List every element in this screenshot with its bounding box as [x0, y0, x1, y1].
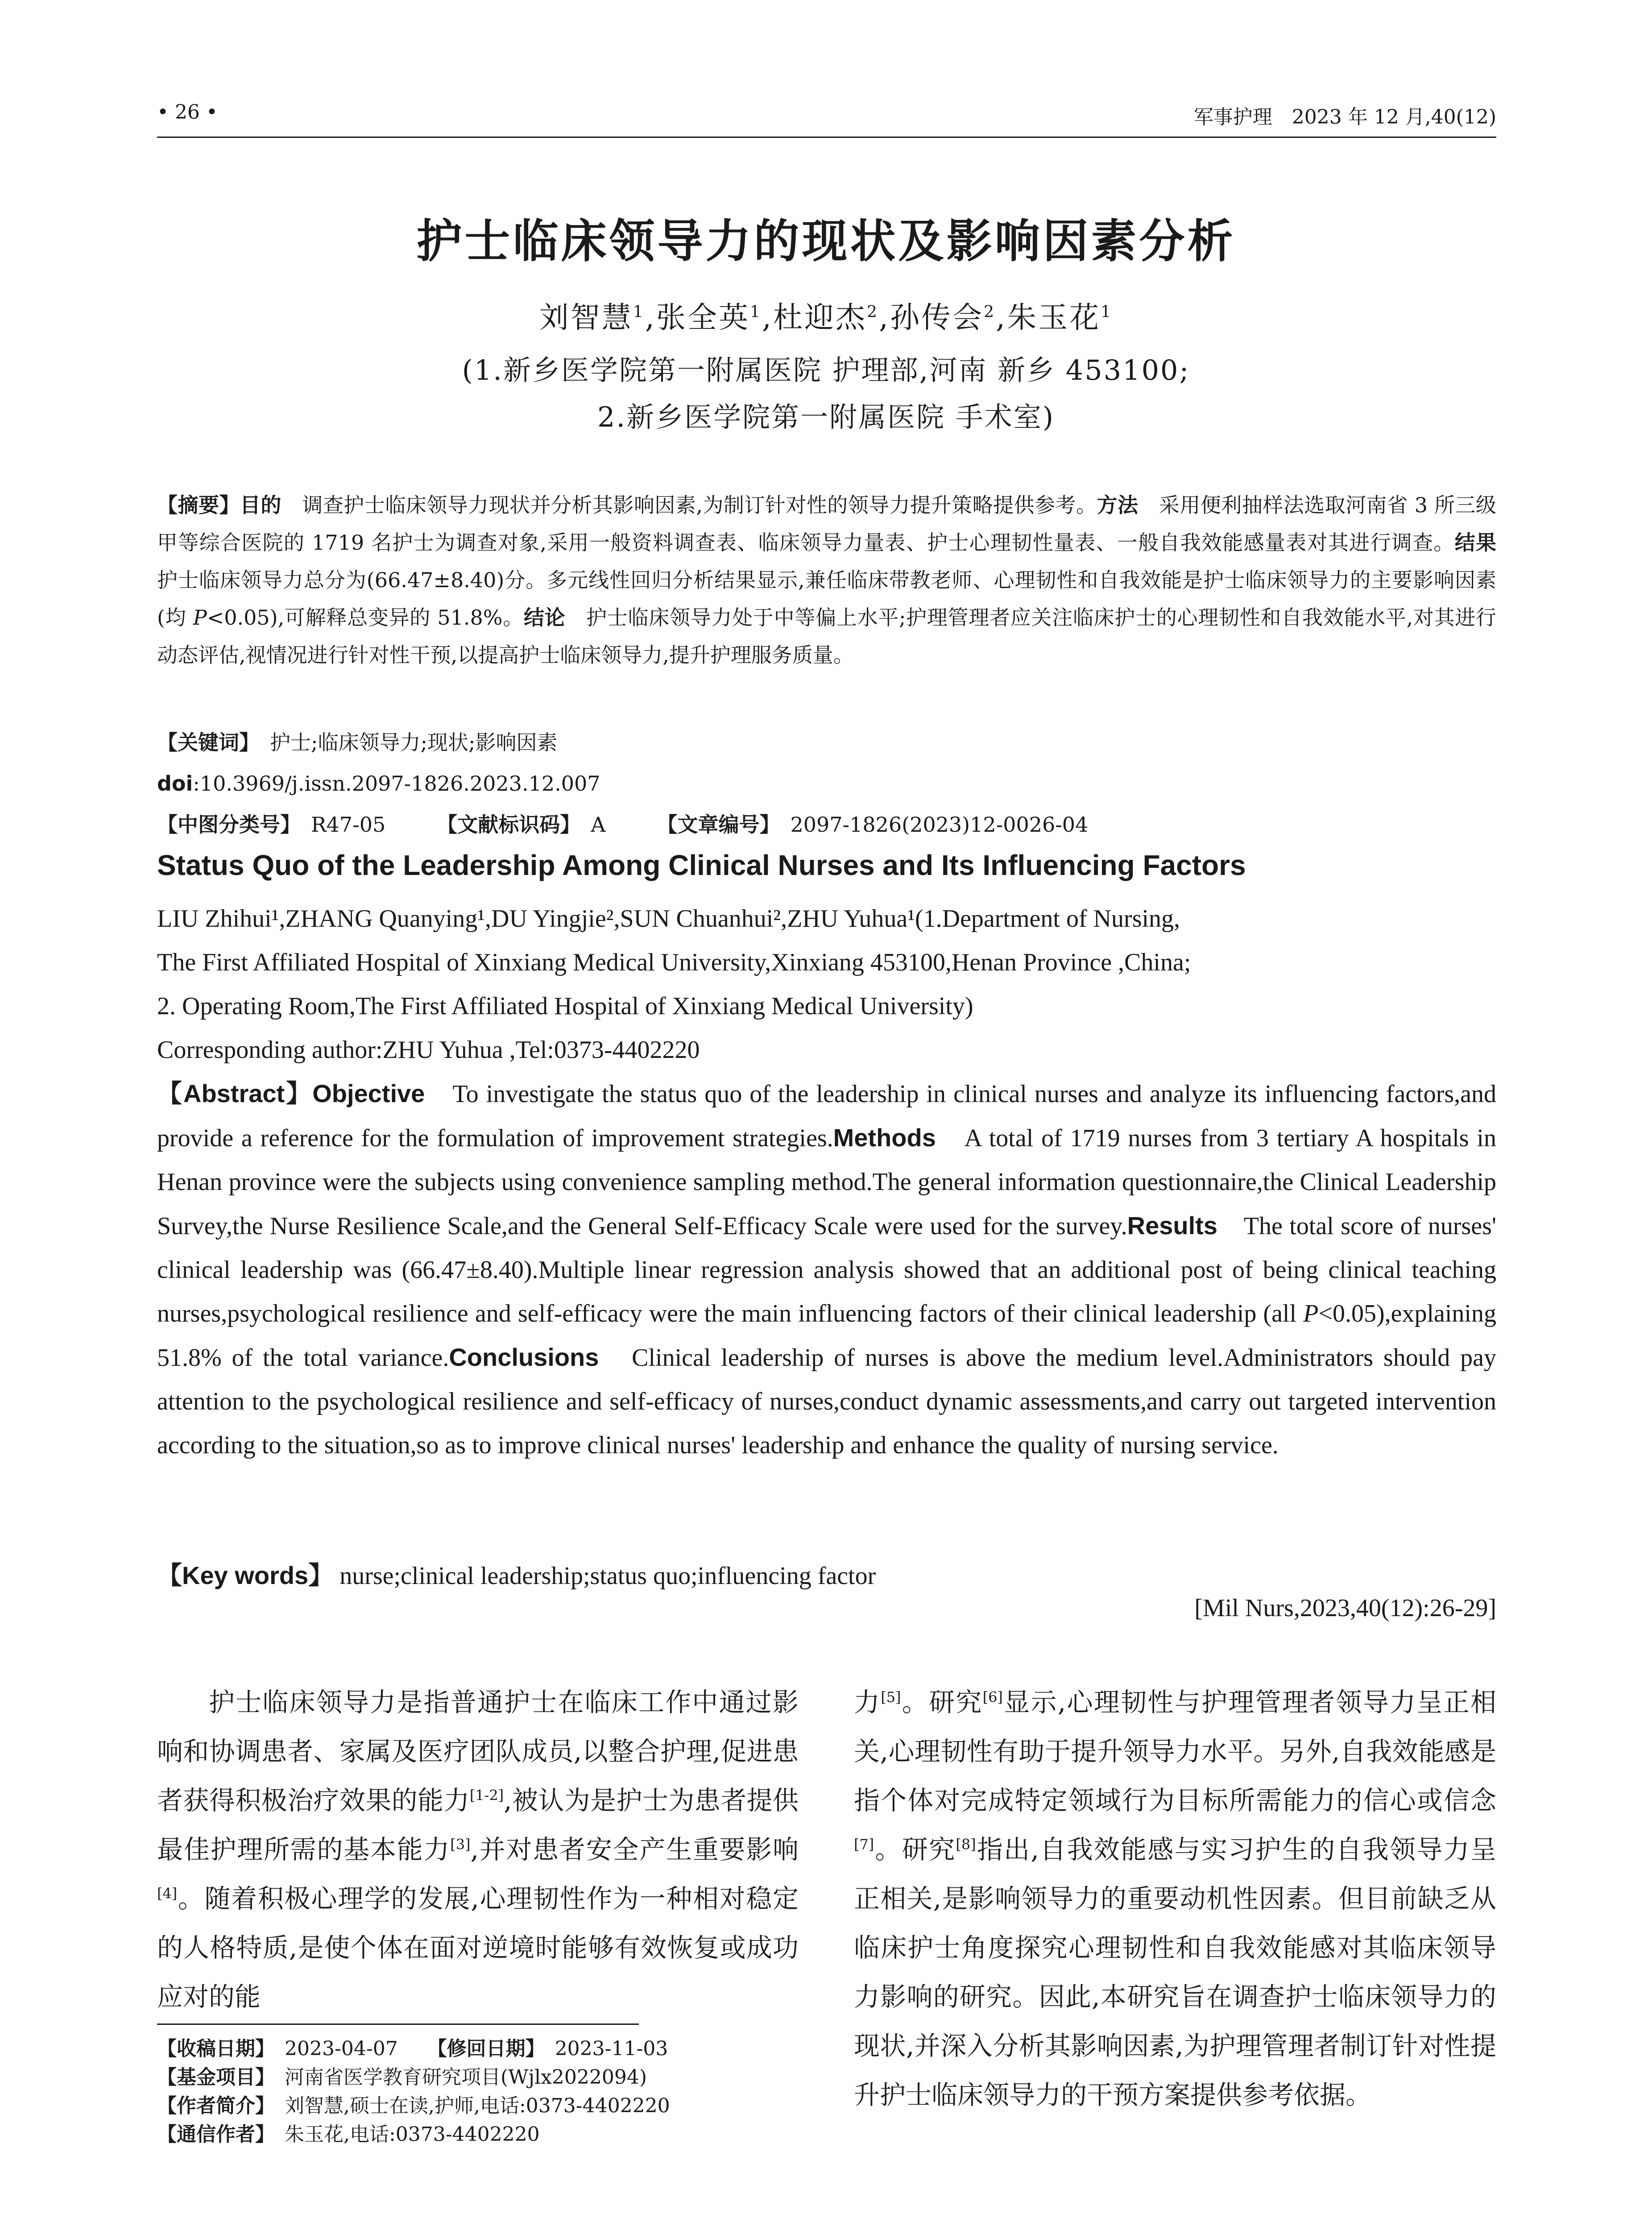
body-text: 。随着积极心理学的发展,心理韧性作为一种相对稳定的人格特质,是使个体在面对逆境时能够有效恢复或成功应对的能	[157, 1883, 799, 2012]
reference-mark: [3]	[450, 1836, 471, 1853]
english-abstract	[157, 1072, 1496, 1467]
author-bio-label: 【作者简介】	[157, 2094, 265, 2117]
journal-header: 军事护理 2023 年 12 月,40(12)	[1193, 106, 1496, 129]
page-number: • 26 •	[157, 101, 218, 124]
classification-line	[157, 807, 1496, 842]
body-column-1	[157, 1678, 799, 2021]
abstract-cn	[157, 486, 1496, 674]
author-affiliation-mark: 2	[984, 302, 996, 321]
affiliation-line-2: 2.新乡医学院第一附属医院 手术室)	[597, 401, 1055, 433]
revised-date: 2023-11-03	[555, 2037, 668, 2060]
author-name: 刘智慧	[539, 300, 633, 335]
methods-en-label: Methods	[833, 1124, 936, 1152]
author-name: 杜迎杰	[773, 300, 867, 335]
doi-line	[157, 766, 1496, 801]
keywords-en-text: nurse;clinical leadership;status quo;influencing factor	[340, 1562, 876, 1590]
reference-mark: [1-2]	[469, 1787, 504, 1804]
author-affiliation-mark: 1	[633, 302, 645, 321]
methods-label: 方法	[1097, 493, 1139, 517]
p-symbol-en: P	[1303, 1300, 1319, 1327]
english-title: Status Quo of the Leadership Among Clinical Nurses and Its Influencing Factors	[157, 849, 1246, 881]
footnotes	[157, 2035, 799, 2149]
footnote-fund	[157, 2063, 799, 2092]
article-number-label: 【文章编号】	[667, 813, 770, 837]
conclusions-en-text: Clinical leadership of nurses is above the medium level.Administrators should pay attention to the psychological resilience and self-efficacy of nurses,conduct dynamic assessments,and carry out targeted intervention according to the situation,so as to improve clinical nurses' leadership and enhance the quality of nursing service.	[157, 1344, 1497, 1459]
body-text: 显示,心理韧性与护理管理者领导力呈正相关,心理韧性有助于提升领导力水平。另外,自我效能感是指个体对完成特定领域行为目标所需能力的信心或信念	[854, 1687, 1496, 1816]
english-keywords	[157, 1554, 1496, 1598]
author-list: 刘智慧$^1$,张全英$^1$,杜迎杰$^2$,孙传会$^2$,朱玉花$^1$	[539, 300, 1113, 335]
body-text: 护士临床领导力是指普通护士在临床工作中通过影响和协调患者、家属及医疗团队成员,以整合护理,促进患者获得积极治疗效果的能力	[157, 1687, 799, 1816]
article-title: 护士临床领导力的现状及影响因素分析	[416, 215, 1236, 268]
body-text: ,被认为是护士为患者提供最佳护理所需的基本能力	[157, 1785, 799, 1865]
author-name: 孙传会	[890, 300, 984, 335]
objective-label: 目的	[240, 493, 282, 517]
p-symbol: P	[193, 605, 207, 630]
reference-mark: [5]	[881, 1688, 901, 1706]
header-rule	[157, 137, 1496, 138]
author-affiliation-mark: 2	[866, 302, 879, 321]
results-text-2: <0.05),可解释总变异的 51.8%。	[207, 605, 524, 630]
keywords-text: 护士;临床领导力;现状;影响因素	[270, 730, 558, 755]
citation: [Mil Nurs,2023,40(12):26-29]	[1194, 1594, 1496, 1622]
reference-mark: [6]	[982, 1688, 1003, 1706]
objective-en-text: To investigate the status quo of the leadership in clinical nurses and analyze its influencing factors,and provide a reference for the formulation of improvement strategies.	[157, 1080, 1497, 1152]
keywords-cn	[157, 725, 1496, 760]
objective-en-label: Objective	[312, 1079, 425, 1107]
fund-label: 【基金项目】	[157, 2066, 265, 2089]
keywords-label: 【关键词】	[157, 730, 249, 755]
results-label: 结果	[1454, 531, 1496, 555]
affiliation-line-1: (1.新乡医学院第一附属医院 护理部,河南 新乡 453100;	[462, 354, 1190, 386]
abstract-en-label: 【Abstract】	[157, 1079, 313, 1107]
footnote-author	[157, 2092, 799, 2120]
doc-code-value: A	[591, 813, 606, 837]
received-date: 2023-04-07	[285, 2037, 398, 2060]
conclusions-en-label: Conclusions	[449, 1343, 599, 1371]
conclusion-label: 结论	[523, 605, 566, 630]
keywords-en-label: 【Key words】	[157, 1561, 334, 1589]
author-affiliation-mark: 1	[749, 302, 762, 321]
reference-mark: [4]	[157, 1885, 178, 1902]
footnote-corresponding	[157, 2120, 799, 2149]
abstract-label: 【摘要】	[157, 493, 240, 517]
body-column-2	[854, 1678, 1496, 2119]
received-label: 【收稿日期】	[157, 2037, 265, 2060]
revised-label: 【修回日期】	[437, 2037, 535, 2060]
results-en-text: The total score of nurses' clinical leadership was (66.47±8.40).Multiple linear regression analysis showed that an additional post of being clinical teaching nurses,psychological resilience and self-efficacy were the main influencing factors of their clinical leadership (all	[157, 1212, 1496, 1327]
english-affiliation-2: The First Affiliated Hospital of Xinxiang Medical University,Xinxiang 453100,Henan Province ,China;	[157, 949, 1191, 976]
article-number-value: 2097-1826(2023)12-0026-04	[790, 813, 1089, 837]
methods-en-text: A total of 1719 nurses from 3 tertiary A hospitals in Henan province were the subjects using convenience sampling method.The general information questionnaire,the Clinical Leadership Survey,the Nurse Resilience Scale,and the General Self-Efficacy Scale were used for the survey.	[157, 1124, 1496, 1240]
results-text: 护士临床领导力总分为(66.47±8.40)分。多元线性回归分析结果显示,兼任临床带教老师、心理韧性和自我效能是护士临床领导力的主要影响因素(均	[157, 568, 1496, 630]
conclusion-text: 护士临床领导力处于中等偏上水平;护理管理者应关注临床护士的心理韧性和自我效能水平,对其进行动态评估,视情况进行针对性干预,以提高护士临床领导力,提升护理服务质量。	[157, 605, 1497, 667]
fund-text: 河南省医学教育研究项目(Wjlx2022094)	[285, 2066, 647, 2089]
reference-mark: [7]	[854, 1836, 874, 1853]
corr-text: 朱玉花,电话:0373-4402220	[285, 2123, 540, 2146]
body-text: 力	[854, 1687, 881, 1717]
results-en-text-2: <0.05),explaining 51.8% of the total variance.	[157, 1300, 1496, 1372]
footnote-dates	[157, 2035, 799, 2063]
author-affiliation-mark: 1	[1101, 302, 1113, 321]
footnote-rule	[157, 2024, 639, 2025]
author-name: 朱玉花	[1007, 300, 1101, 335]
body-text: 。研究	[874, 1834, 956, 1865]
clc-label: 【中图分类号】	[157, 813, 290, 837]
english-authors: LIU Zhihui¹,ZHANG Quanying¹,DU Yingjie²,SUN Chuanhui²,ZHU Yuhua¹(1.Department of Nursing,	[157, 905, 1180, 933]
clc-value: R47-05	[311, 813, 386, 837]
english-affiliation-3: 2. Operating Room,The First Affiliated Hospital of Xinxiang Medical University)	[157, 992, 973, 1020]
author-name: 张全英	[656, 300, 750, 335]
doc-code-label: 【文献标识码】	[447, 813, 571, 837]
body-text: 指出,自我效能感与实习护生的自我领导力呈正相关,是影响领导力的重要动机性因素。但目前缺乏从临床护士角度探究心理韧性和自我效能感对其临床领导力影响的研究。因此,本研究旨在调查护士临床领导力的现状,并深入分析其影响因素,为护理管理者制订针对性提升护士临床领导力的干预方案提供参考依据。	[854, 1834, 1496, 2110]
body-text: ,并对患者安全产生重要影响	[470, 1834, 799, 1865]
methods-text: 采用便利抽样法选取河南省 3 所三级甲等综合医院的 1719 名护士为调查对象,采用一般资料调查表、临床领导力量表、护士心理韧性量表、一般自我效能感量表对其进行调查。	[157, 493, 1497, 555]
doi-label: doi	[157, 771, 193, 796]
body-text: 。研究	[901, 1687, 983, 1717]
reference-mark: [8]	[956, 1836, 976, 1853]
corresponding-author: Corresponding author:ZHU Yuhua ,Tel:0373-4402220	[157, 1036, 700, 1064]
doi-value: :10.3969/j.issn.2097-1826.2023.12.007	[193, 771, 600, 796]
objective-text: 调查护士临床领导力现状并分析其影响因素,为制订针对性的领导力提升策略提供参考。	[302, 493, 1097, 517]
author-bio-text: 刘智慧,硕士在读,护师,电话:0373-4402220	[285, 2094, 670, 2117]
results-en-label: Results	[1127, 1211, 1217, 1240]
corr-label: 【通信作者】	[157, 2123, 265, 2146]
